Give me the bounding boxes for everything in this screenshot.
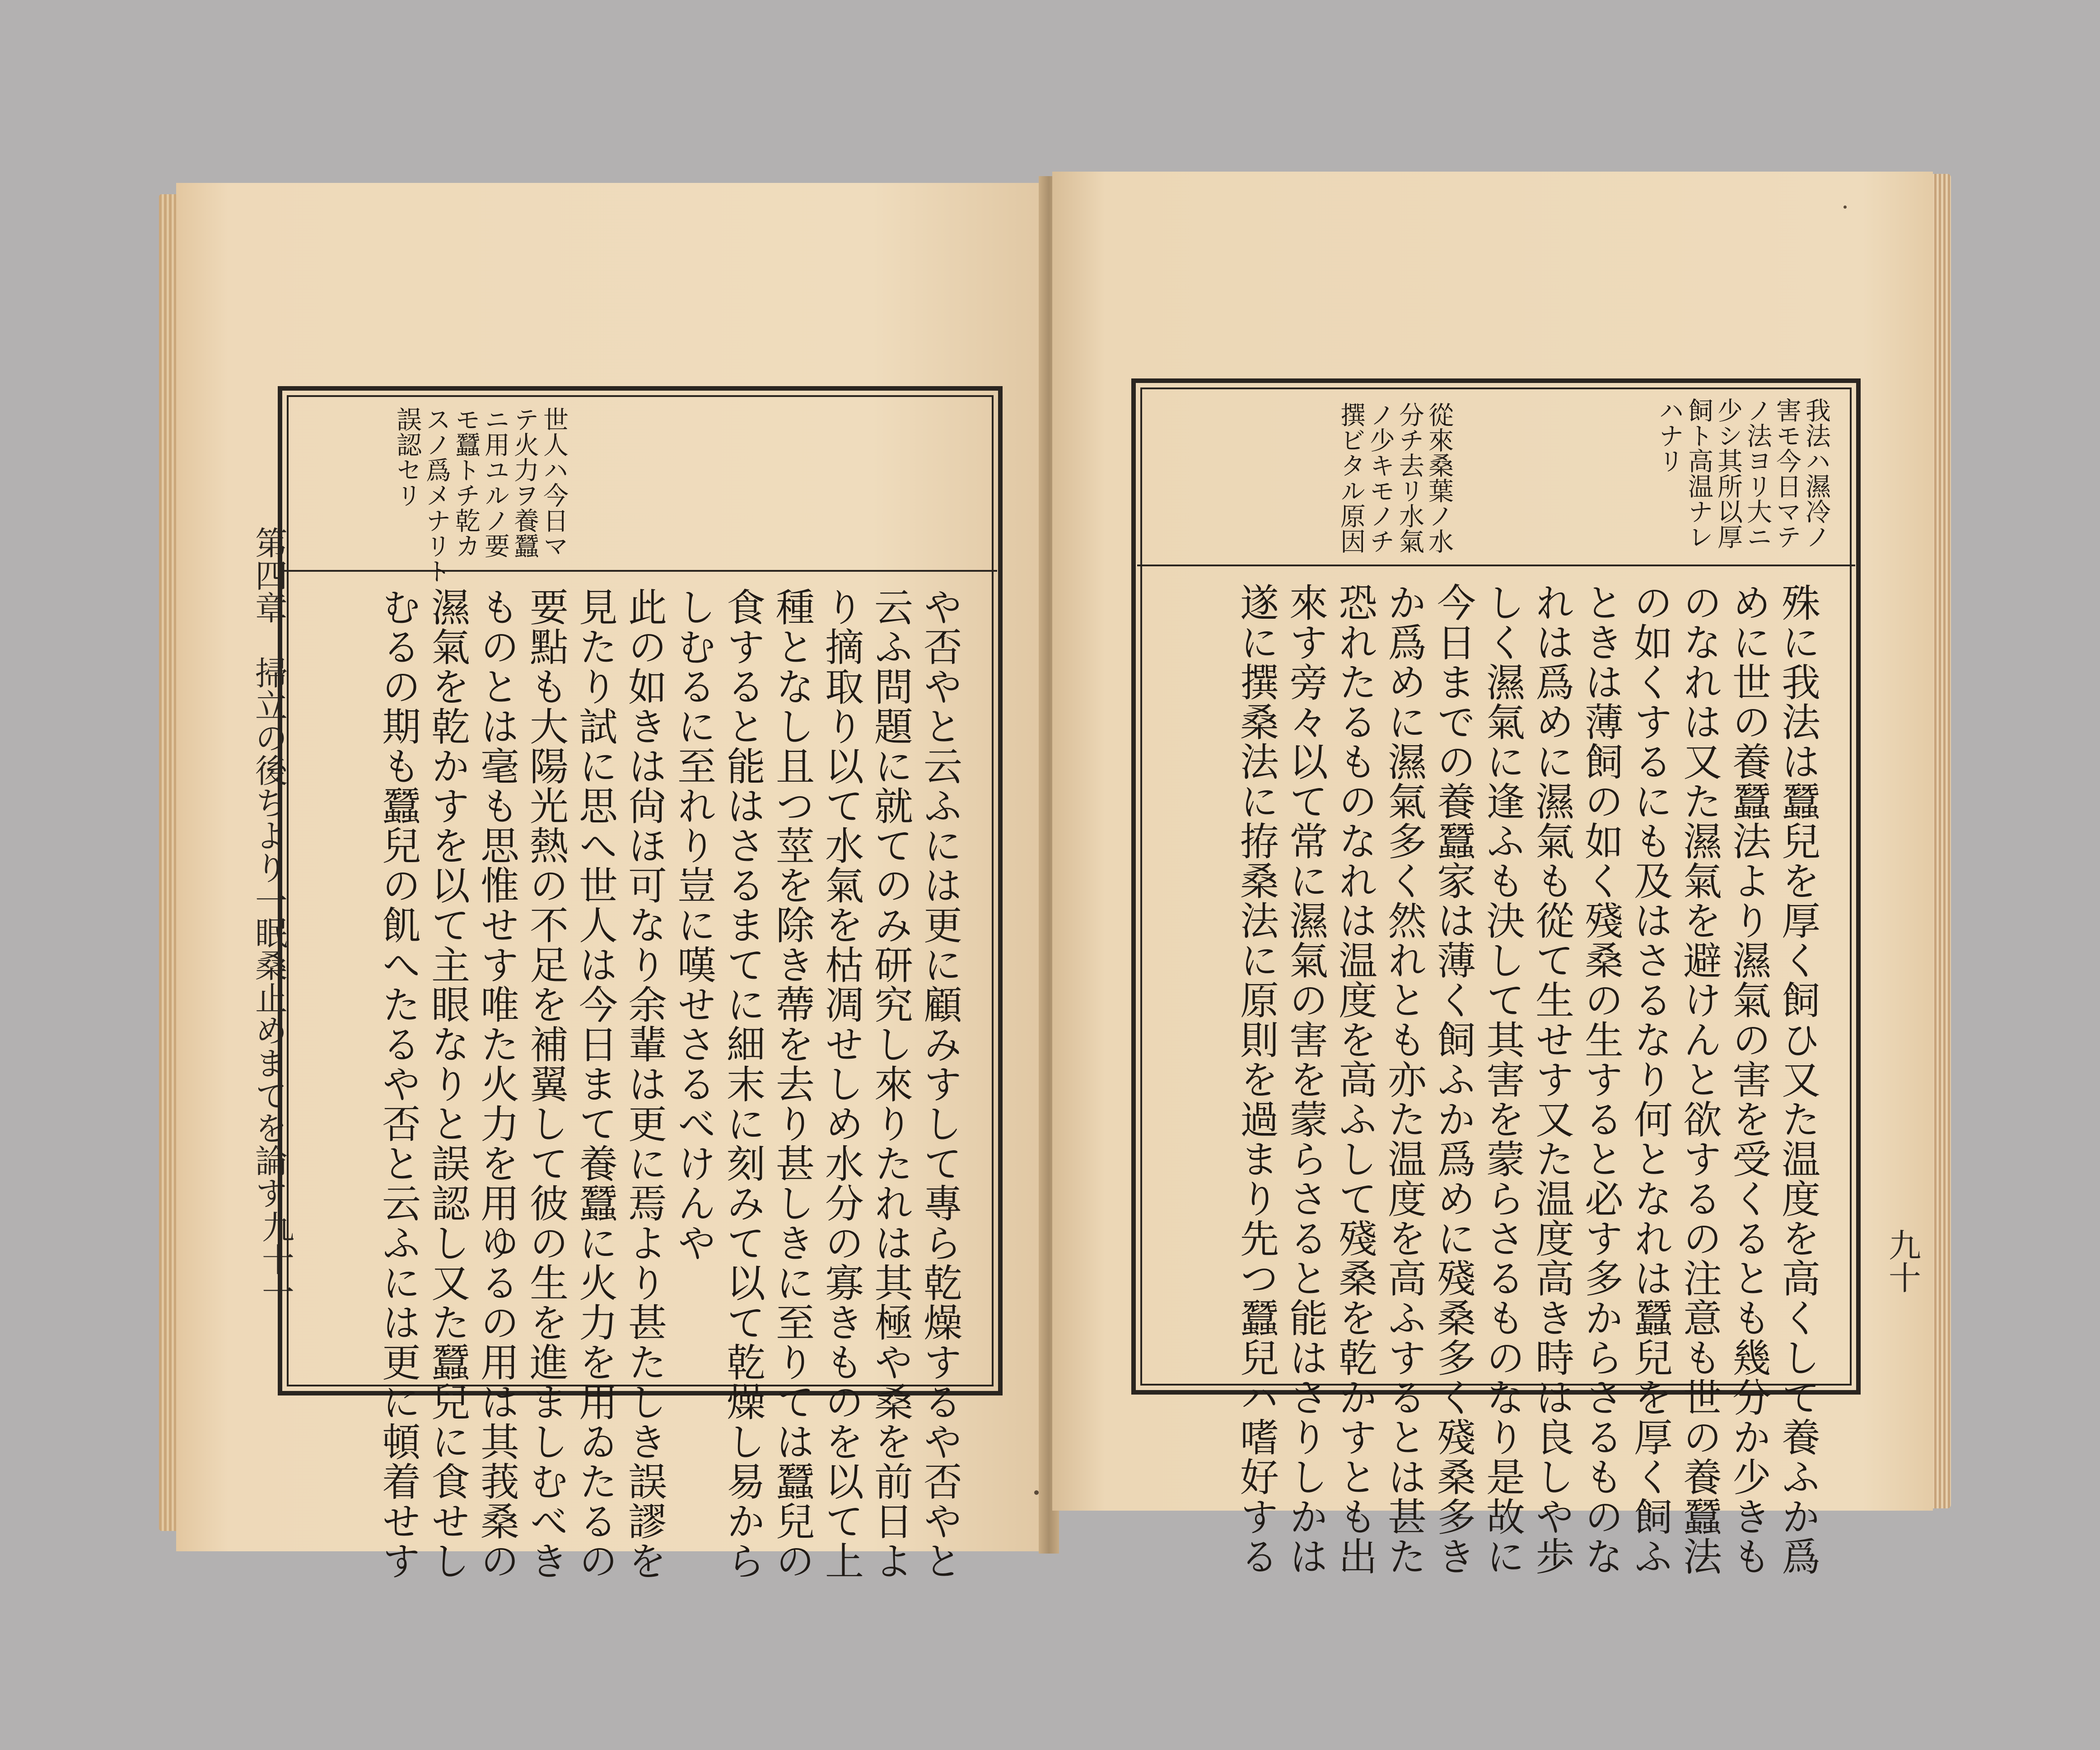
right-headnote-divider bbox=[1137, 565, 1855, 566]
text-column: 殊に我法は蠶兒を厚く飼ひ又た温度を高くして養ふか爲 bbox=[1775, 583, 1820, 1576]
text-column: や否やと云ふには更に顧みすして專ら乾燥するや否やと bbox=[917, 587, 962, 1581]
text-column: めに世の養蠶法より濕氣の害を受くるとも幾分か少きも bbox=[1726, 583, 1771, 1576]
text-column: れは爲めに濕氣も從て生せす又た温度高き時は良しや歩 bbox=[1529, 583, 1574, 1576]
page-edges-left bbox=[159, 194, 178, 1531]
text-column: 恐れたるものなれは温度を高ふして殘桑を乾かすとも出 bbox=[1332, 583, 1377, 1576]
paper-speck bbox=[1843, 205, 1847, 209]
headnote-line: 分チ去リ水氣 bbox=[1395, 402, 1424, 554]
text-column: ものとは毫も思惟せす唯た火力を用ゆるの用は其莪桑の bbox=[474, 587, 519, 1581]
text-column: の如くするにも及はさるなり何となれは蠶兒を厚く飼ふ bbox=[1627, 583, 1672, 1576]
text-column: 云ふ問題に就てのみ研究し來りたれは其極や桑を前日よ bbox=[868, 587, 913, 1581]
text-column: 濕氣を乾かすを以て主眼なりと誤認し又た蠶兒に食せし bbox=[425, 587, 470, 1581]
running-head: 第四章 掃立の後ちより一眠桑止めまてを論す bbox=[250, 526, 288, 1209]
text-column: 要點も大陽光熱の不足を補翼して彼の生を進ましむべき bbox=[523, 587, 568, 1581]
text-column: 遂に撰桑法に拵桑法に原則を過まり先つ蠶兒ハ嗜好する bbox=[1233, 583, 1279, 1576]
headnote-line: ニ用ユルノ要 bbox=[481, 406, 510, 558]
text-column: のなれは又た濕氣を避けんと欲するの注意も世の養蠶法 bbox=[1676, 583, 1722, 1576]
headnote-line: ハナリ bbox=[1655, 397, 1684, 473]
text-column: 來す旁々以て常に濕氣の害を蒙らさると能はさりしかは bbox=[1283, 583, 1328, 1576]
headnote-line: 飼ト高温ナレ bbox=[1684, 397, 1713, 549]
left-headnote-divider bbox=[284, 570, 997, 572]
text-column: 此の如きは尙ほ可なり余輩は更に焉より甚たしき誤謬を bbox=[621, 587, 667, 1581]
headnote-line: 世人ハ今日マ bbox=[539, 406, 569, 558]
headnote-line: 從來桑葉ノ水 bbox=[1424, 402, 1454, 554]
text-column: 食すると能はさるまてに細末に刻みて以て乾燥し易から bbox=[720, 587, 765, 1581]
headnote-line: ノ少キモノチ bbox=[1366, 402, 1395, 554]
text-column: り摘取り以て水氣を枯凋せしめ水分の寡きものを以て上 bbox=[818, 587, 863, 1581]
text-column: しく濕氣に逢ふも決して其害を蒙らさるものなり是故に bbox=[1479, 583, 1525, 1576]
text-column: しむるに至れり豈に嘆せさるべけんや bbox=[671, 587, 716, 1263]
headnote-line: テ火力ヲ養蠶 bbox=[510, 406, 539, 558]
headnote-line: 害モ今日マテ bbox=[1772, 397, 1801, 549]
headnote-line: 我法ハ濕冷ノ bbox=[1801, 397, 1831, 549]
text-column: 見たり試に思へ世人は今日まて養蠶に火力を用ゐたるの bbox=[572, 587, 617, 1581]
page-number-left: 九十一 bbox=[257, 1210, 294, 1308]
page-number-right: 九十 bbox=[1883, 1228, 1921, 1293]
text-column: 種となし且つ莖を除き蔕を去り甚しきに至りては蠶兒の bbox=[769, 587, 814, 1581]
headnote-line: スノ爲メナリト bbox=[422, 406, 451, 583]
headnote-line: 少シ其所以厚 bbox=[1713, 397, 1743, 549]
text-column: 今日までの養蠶家は薄く飼ふか爲めに殘桑多く殘桑多き bbox=[1430, 583, 1475, 1576]
headnote-line: 撰ビタル原因 bbox=[1336, 402, 1366, 554]
text-column: むるの期も蠶兒の飢へたるや否と云ふには更に頓着せす bbox=[375, 587, 420, 1581]
paper-speck bbox=[1034, 1490, 1039, 1495]
headnote-line: 誤認セリ bbox=[392, 406, 422, 508]
text-column: ときは薄飼の如く殘桑の生すると必す多からさるものな bbox=[1578, 583, 1623, 1576]
headnote-line: ノ法ヨリ大ニ bbox=[1743, 397, 1772, 549]
headnote-line: モ蠶トチ乾カ bbox=[451, 406, 481, 558]
text-column: か爲めに濕氣多く然れとも亦た温度を高ふするとは甚た bbox=[1381, 583, 1426, 1576]
